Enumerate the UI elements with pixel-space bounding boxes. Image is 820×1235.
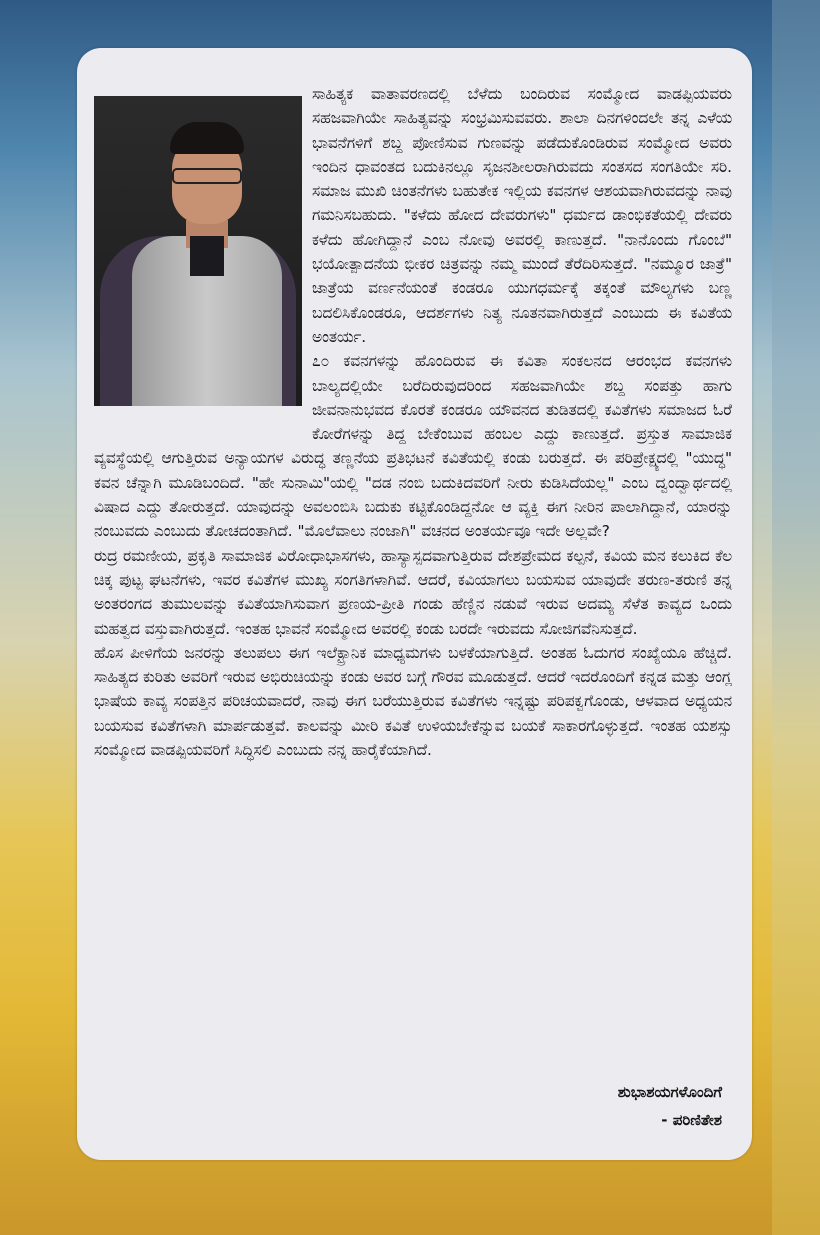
- signature-greeting: ಶುಭಾಶಯಗಳೊಂದಿಗೆ: [617, 1083, 722, 1101]
- photo-spacer: [94, 82, 312, 424]
- signature-block: [618, 1078, 722, 1134]
- paragraph-3: ರುದ್ರ ರಮಣೀಯ, ಪ್ರಕೃತಿ ಸಾಮಾಜಿಕ ವಿರೋಧಾಭಾಸಗಳು, ಹಾಸ್ಯಾಸ್ಪದವಾಗುತ್ತಿರುವ ದೇಶಪ್ರೇಮದ ಕಲ್ಪನೆ, ಕವಿಯ ಮನ ಕಲುಕಿದ ಕೆಲ ಚಿಕ್ಕ ಪುಟ್ಟ ಘಟನೆಗಳು, ಇವರ ಕವಿತೆಗಳ ಮುಖ್ಯ ಸಂಗತಿಗಳಾಗಿವೆ. ಆದರೆ, ಕವಿಯಾಗಲು ಬಯಸುವ ಯಾವುದೇ ತರುಣ-ತರುಣಿ ತನ್ನ ಅಂತರಂಗದ ತುಮುಲವನ್ನು ಕವಿತೆಯಾಗಿಸುವಾಗ ಪ್ರಣಯ-ಪ್ರೀತಿ ಗಂಡು ಹೆಣ್ಣಿನ ನಡುವೆ ಇರುವ ಅದಮ್ಯ ಸೆಳೆತ ಕಾವ್ಯದ ಒಂದು ಮಹತ್ವದ ವಸ್ತುವಾಗಿರುತ್ತದೆ. ಇಂತಹ ಭಾವನೆ ಸಂಮ್ಮೋದ ಅವರಲ್ಲಿ ಕಂಡು ಬರದೇ ಇರುವದು ಸೋಜಿಗವೆನಿಸುತ್ತದೆ.: [94, 546, 732, 638]
- blurb-text: [94, 82, 732, 762]
- paragraph-1: ಸಾಹಿತ್ಯಕ ವಾತಾವರಣದಲ್ಲಿ ಬೆಳೆದು ಬಂದಿರುವ ಸಂಮ್ಮೋದ ವಾಡಪ್ಪಿಯವರು ಸಹಜವಾಗಿಯೇ ಸಾಹಿತ್ಯವನ್ನು ಸಂಭ್ರಮಿಸುವವರು. ಶಾಲಾ ದಿನಗಳಿಂದಲೇ ತನ್ನ ಎಳೆಯ ಭಾವನೆಗಳಿಗೆ ಶಬ್ದ ಪೋಣಿಸುವ ಗುಣವನ್ನು ಪಡೆದುಕೊಂಡಿರುವ ಸಂಮ್ಮೋದ ಅವರು ಇಂದಿನ ಧಾವಂತದ ಬದುಕಿನಲ್ಲೂ ಸೃಜನಶೀಲರಾಗಿರುವದು ಸಂತಸದ ಸಂಗತಿಯೇ ಸರಿ. ಸಮಾಜ ಮುಖಿ ಚಿಂತನೆಗಳು ಬಹುತೇಕ ಇಲ್ಲಿಯ ಕವನಗಳ ಆಶಯವಾಗಿರುವದನ್ನು ನಾವು ಗಮನಿಸಬಹುದು. "ಕಳೆದು ಹೋದ ದೇವರುಗಳು" ಧರ್ಮದ ಡಾಂಭಿಕತೆಯಲ್ಲಿ ದೇವರು ಕಳೆದು ಹೋಗಿದ್ದಾನೆ ಎಂಬ ನೋವು ಅವರಲ್ಲಿ ಕಾಣುತ್ತದೆ. "ನಾನೊಂದು ಗೊಂಬೆ" ಭಯೋತ್ಪಾದನೆಯ ಭೀಕರ ಚಿತ್ರವನ್ನು ನಮ್ಮ ಮುಂದೆ ತೆರೆದಿರಿಸುತ್ತದೆ. "ನಮ್ಮೂರ ಜಾತ್ರೆ" ಜಾತ್ರೆಯ ವರ್ಣನೆಯಂತೆ ಕಂಡರೂ ಯುಗಧರ್ಮಕ್ಕೆ ತಕ್ಕಂತೆ ಮೌಲ್ಯಗಳು ಬಣ್ಣ ಬದಲಿಸಿಕೊಂಡರೂ, ಆದರ್ಶಗಳು ನಿತ್ಯ ನೂತನವಾಗಿರುತ್ತದೆ ಎಂಬುದು ಈ ಕವಿತೆಯ ಅಂತರ್ಯ.: [312, 85, 732, 346]
- signature-name: - ಪರಿಣಿತೇಶ: [661, 1111, 722, 1129]
- paragraph-2: ೭೦ ಕವನಗಳನ್ನು ಹೊಂದಿರುವ ಈ ಕವಿತಾ ಸಂಕಲನದ ಆರಂಭದ ಕವನಗಳು ಬಾಲ್ಯದಲ್ಲಿಯೇ ಬರೆದಿರುವುದರಿಂದ ಸಹಜವಾಗಿಯೇ ಶಬ್ದ ಸಂಪತ್ತು ಹಾಗು ಜೀವನಾನುಭವದ ಕೊರತೆ ಕಂಡರೂ ಯೌವನದ ತುಡಿತದಲ್ಲಿ ಕವಿತೆಗಳು ಸಮಾಜದ ಓರೆ ಕೋರೆಗಳನ್ನು ತಿದ್ದ ಬೇಕೆಂಬುವ ಹಂಬಲ ಎದ್ದು ಕಾಣುತ್ತದೆ. ಪ್ರಸ್ತುತ ಸಾಮಾಜಿಕ ವ್ಯವಸ್ಥೆಯಲ್ಲಿ ಆಗುತ್ತಿರುವ ಅನ್ಯಾಯಗಳ ವಿರುದ್ಧ ತಣ್ಣನೆಯ ಪ್ರತಿಭಟನೆ ಕವಿತೆಯಲ್ಲಿ ಕಂಡು ಬರುತ್ತದೆ. ಈ ಪರಿಪ್ರೇಕ್ಷ್ಯದಲ್ಲಿ "ಯುದ್ಧ" ಕವನ ಚೆನ್ನಾಗಿ ಮೂಡಿಬಂದಿದೆ. "ಹೇ ಸುನಾಮಿ"ಯಲ್ಲಿ "ದಡ ನಂಬಿ ಬದುಕಿದವರಿಗೆ ನೀರು ಕುಡಿಸಿದೆಯಲ್ಲ" ಎಂಬ ದ್ವಂದ್ವಾರ್ಥದಲ್ಲಿ ವಿಷಾದ ಎದ್ದು ತೋರುತ್ತದೆ. ಯಾವುದನ್ನು ಅವಲಂಬಿಸಿ ಬದುಕು ಕಟ್ಟಿಕೊಂಡಿದ್ದನೋ ಆ ವ್ಯಕ್ತಿ ಈಗ ನೀರಿನ ಪಾಲಾಗಿದ್ದಾನೆ, ಯಾರನ್ನು ನಂಬುವದು ಎಂಬುದು ತೋಚದಂತಾಗಿದೆ. "ಮೊಲೆವಾಲು ನಂಜಾಗಿ" ವಚನದ ಅಂತರ್ಯವೂ ಇದೇ ಅಲ್ಲವೇ?: [94, 352, 732, 541]
- paragraph-4: ಹೊಸ ಪೀಳಿಗೆಯ ಜನರನ್ನು ತಲುಪಲು ಈಗ ಇಲೆಕ್ಟ್ರಾನಿಕ ಮಾಧ್ಯಮಗಳು ಬಳಕೆಯಾಗುತ್ತಿದೆ. ಅಂತಹ ಓದುಗರ ಸಂಖ್ಯೆಯೂ ಹೆಚ್ಚಿದೆ. ಸಾಹಿತ್ಯದ ಕುರಿತು ಅವರಿಗೆ ಇರುವ ಅಭಿರುಚಿಯನ್ನು ಕಂಡು ಅವರ ಬಗ್ಗೆ ಗೌರವ ಮೂಡುತ್ತದೆ. ಆದರೆ ಇದರೊಂದಿಗೆ ಕನ್ನಡ ಮತ್ತು ಆಂಗ್ಲ ಭಾಷೆಯ ಕಾವ್ಯ ಸಂಪತ್ತಿನ ಪರಿಚಯವಾದರೆ, ನಾವು ಈಗ ಬರೆಯುತ್ತಿರುವ ಕವಿತೆಗಳು ಇನ್ನಷ್ಟು ಪರಿಪಕ್ವಗೊಂಡು, ಆಳವಾದ ಅಧ್ಯಯನ ಬಯಸುವ ಕವಿತೆಗಳಾಗಿ ಮಾರ್ಪಡುತ್ತವೆ. ಕಾಲವನ್ನು ಮೀರಿ ಕವಿತೆ ಉಳಿಯಬೇಕೆನ್ನುವ ಬಯಕೆ ಸಾಕಾರಗೊಳ್ಳುತ್ತದೆ. ಇಂತಹ ಯಶಸ್ಸು ಸಂಮ್ಮೋದ ವಾಡಪ್ಪಿಯವರಿಗೆ ಸಿದ್ಧಿಸಲಿ ಎಂಬುದು ನನ್ನ ಹಾರೈಕೆಯಾಗಿದೆ.: [94, 643, 732, 760]
- back-cover-panel: [77, 48, 752, 1160]
- book-spine-edge: [772, 0, 820, 1235]
